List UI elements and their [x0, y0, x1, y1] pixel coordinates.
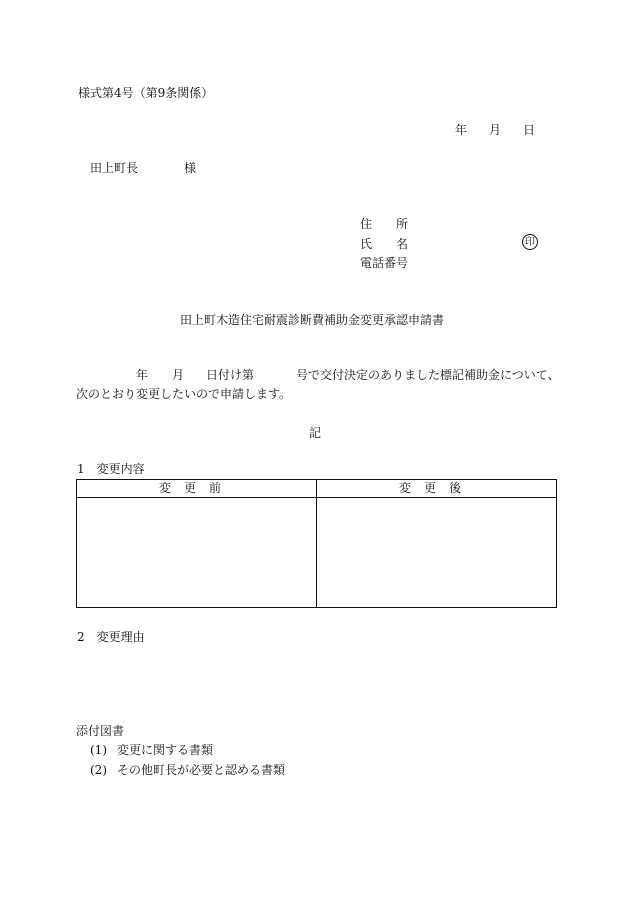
attachment-item-text: 変更に関する書類 [117, 743, 214, 757]
date-day-label: 日 [523, 123, 536, 137]
addressee-name: 田上町長 [90, 161, 139, 175]
change-content-table [76, 479, 557, 608]
table-cell-after[interactable] [317, 498, 556, 607]
attachments-heading: 添付図書 [76, 724, 125, 738]
table-cell-before[interactable] [77, 498, 316, 607]
date-year-label: 年 [455, 123, 468, 137]
table-header-before: 変更前 [158, 481, 234, 495]
section2-heading: 2 変更理由 [77, 630, 145, 644]
addressee-honorific: 様 [184, 161, 197, 175]
applicant-phone-label: 電話番号 [360, 256, 409, 270]
body-month-label: 月 [172, 368, 185, 382]
attachment-item-number: (2) [90, 763, 107, 777]
attachment-item-text: その他町長が必要と認める書類 [117, 763, 286, 777]
applicant-name-label: 氏 名 [360, 237, 409, 251]
body-text-line-2: 次のとおり変更したいので申請します。 [76, 387, 292, 401]
addressee [90, 161, 196, 175]
body-year-label: 年 [136, 368, 149, 382]
ki-heading: 記 [308, 426, 321, 440]
applicant-address-label: 住 所 [360, 217, 409, 231]
attachment-item-number: (1) [90, 743, 107, 757]
body-rest-line1: 号で交付決定のありました標記補助金について、 [296, 368, 560, 382]
table-header-after: 変更後 [398, 481, 474, 495]
attachment-item [90, 743, 213, 757]
form-number: 様式第4号（第9条関係） [78, 86, 214, 100]
seal-mark-icon: 印 [522, 234, 538, 250]
section1-heading: 1 変更内容 [77, 462, 145, 476]
attachment-item [90, 763, 285, 777]
body-text-line-1 [136, 368, 560, 382]
date-line [455, 123, 535, 137]
date-month-label: 月 [489, 123, 502, 137]
document-title: 田上町木造住宅耐震診断費補助金変更承認申請書 [179, 313, 444, 327]
body-dated-number: 日付け第 [206, 368, 255, 382]
